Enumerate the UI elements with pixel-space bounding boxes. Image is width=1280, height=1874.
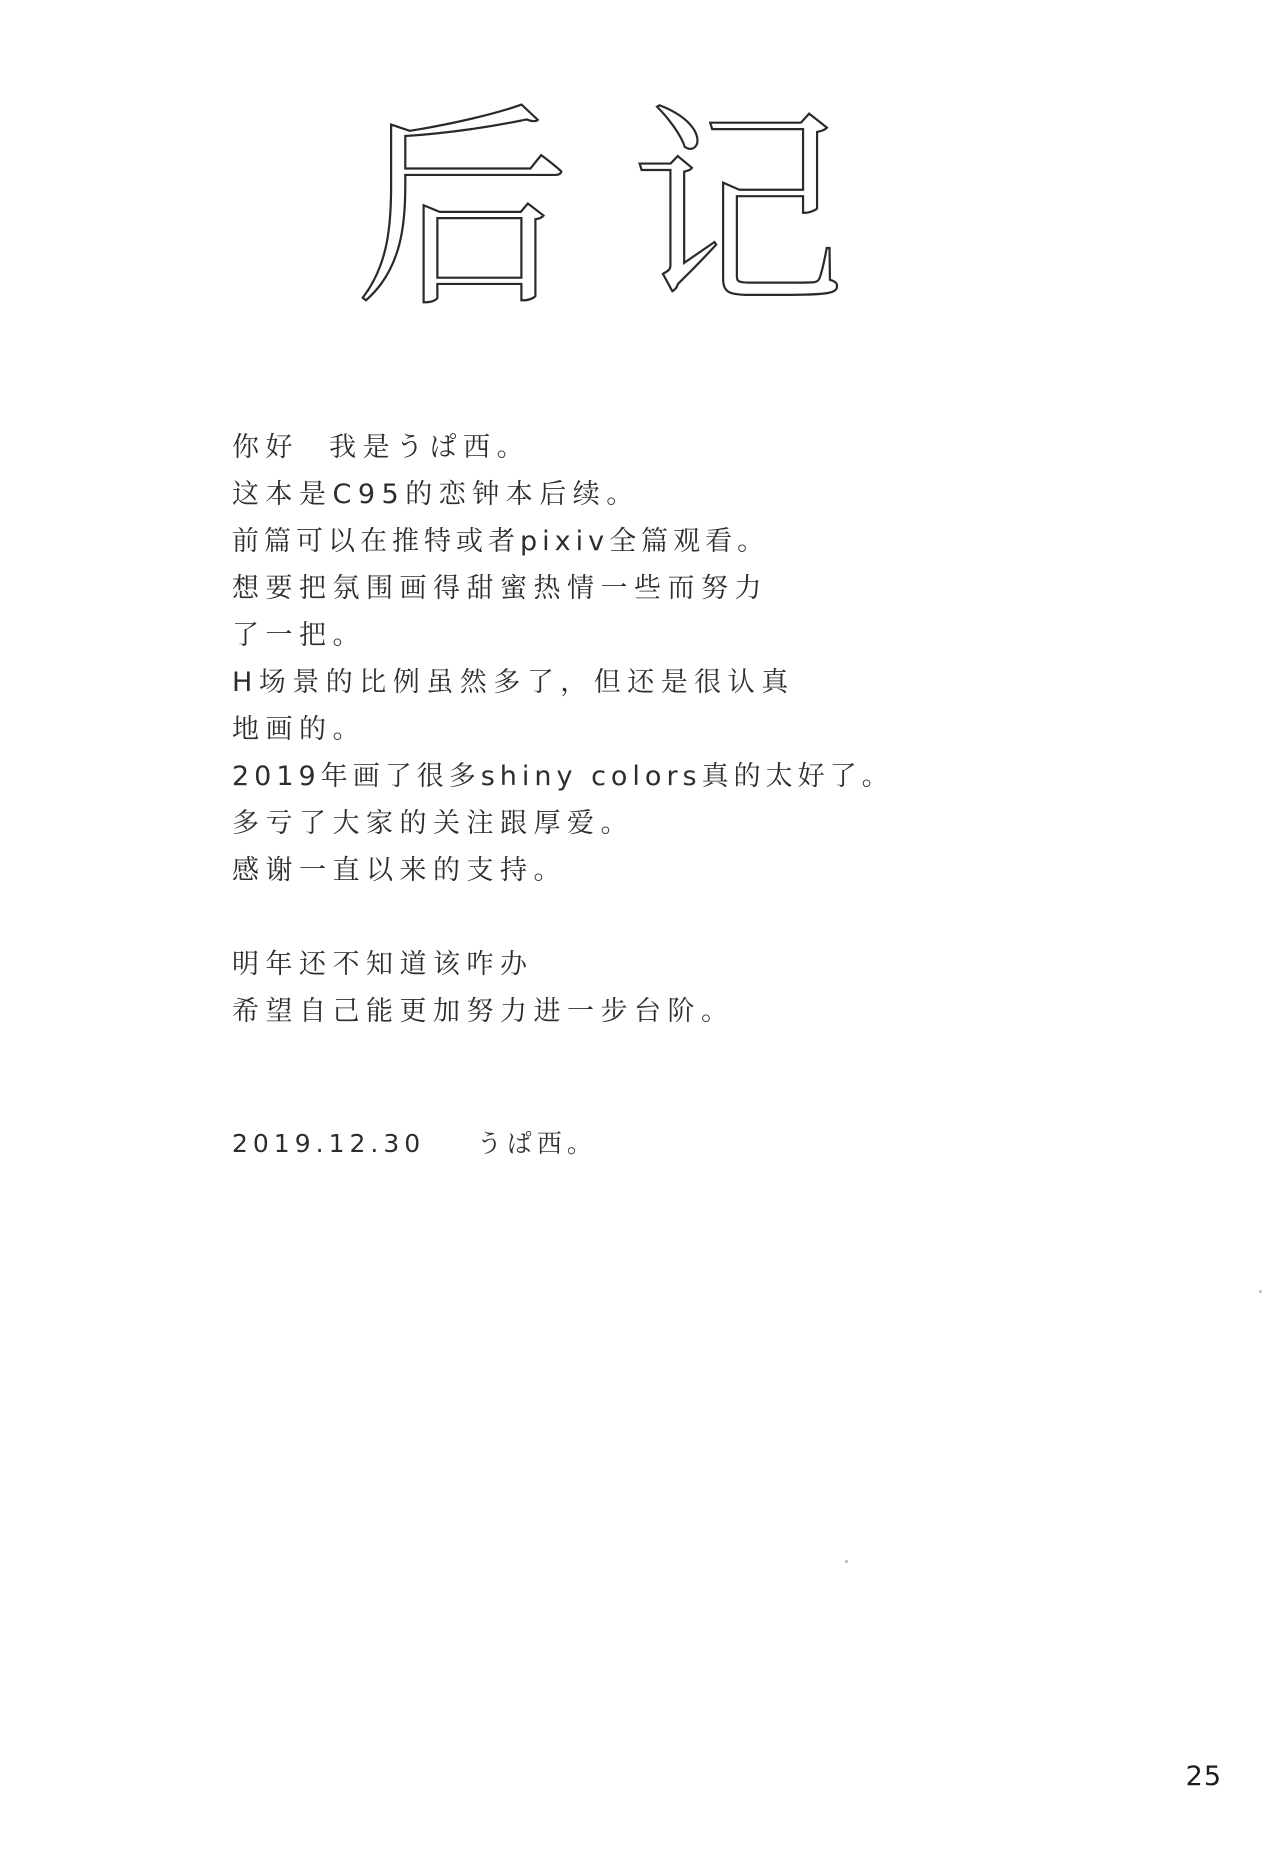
page-title [355, 84, 905, 336]
body-line: 多亏了大家的关注跟厚爱。 [232, 808, 634, 839]
body-line: 地画的。 [232, 714, 366, 745]
body-line: 明年还不知道该咋办 [232, 949, 534, 980]
body-line: 感谢一直以来的支持。 [232, 855, 567, 886]
body-line: H场景的比例虽然多了，但还是很认真 [232, 667, 795, 698]
paper-speck [1259, 1290, 1262, 1293]
page-title-text: 后记 [355, 84, 905, 336]
paragraph-spacer [232, 894, 1092, 941]
body-line: 2019年画了很多shiny colors真的太好了。 [232, 761, 894, 792]
body-line: 这本是C95的恋钟本后续。 [232, 479, 640, 510]
body-line: 前篇可以在推特或者pixiv全篇观看。 [232, 526, 770, 557]
body-line: 了一把。 [232, 620, 366, 651]
body-line: 想要把氛围画得甜蜜热情一些而努力 [232, 573, 768, 604]
body-line: 希望自己能更加努力进一步台阶。 [232, 996, 735, 1027]
paper-speck [845, 1560, 848, 1563]
page-number: 25 [1185, 1761, 1222, 1792]
afterword-body [232, 424, 1092, 1035]
body-line: 你好 我是うぱ西。 [232, 432, 531, 463]
signature: 2019.12.30 うぱ西。 [232, 1129, 597, 1158]
